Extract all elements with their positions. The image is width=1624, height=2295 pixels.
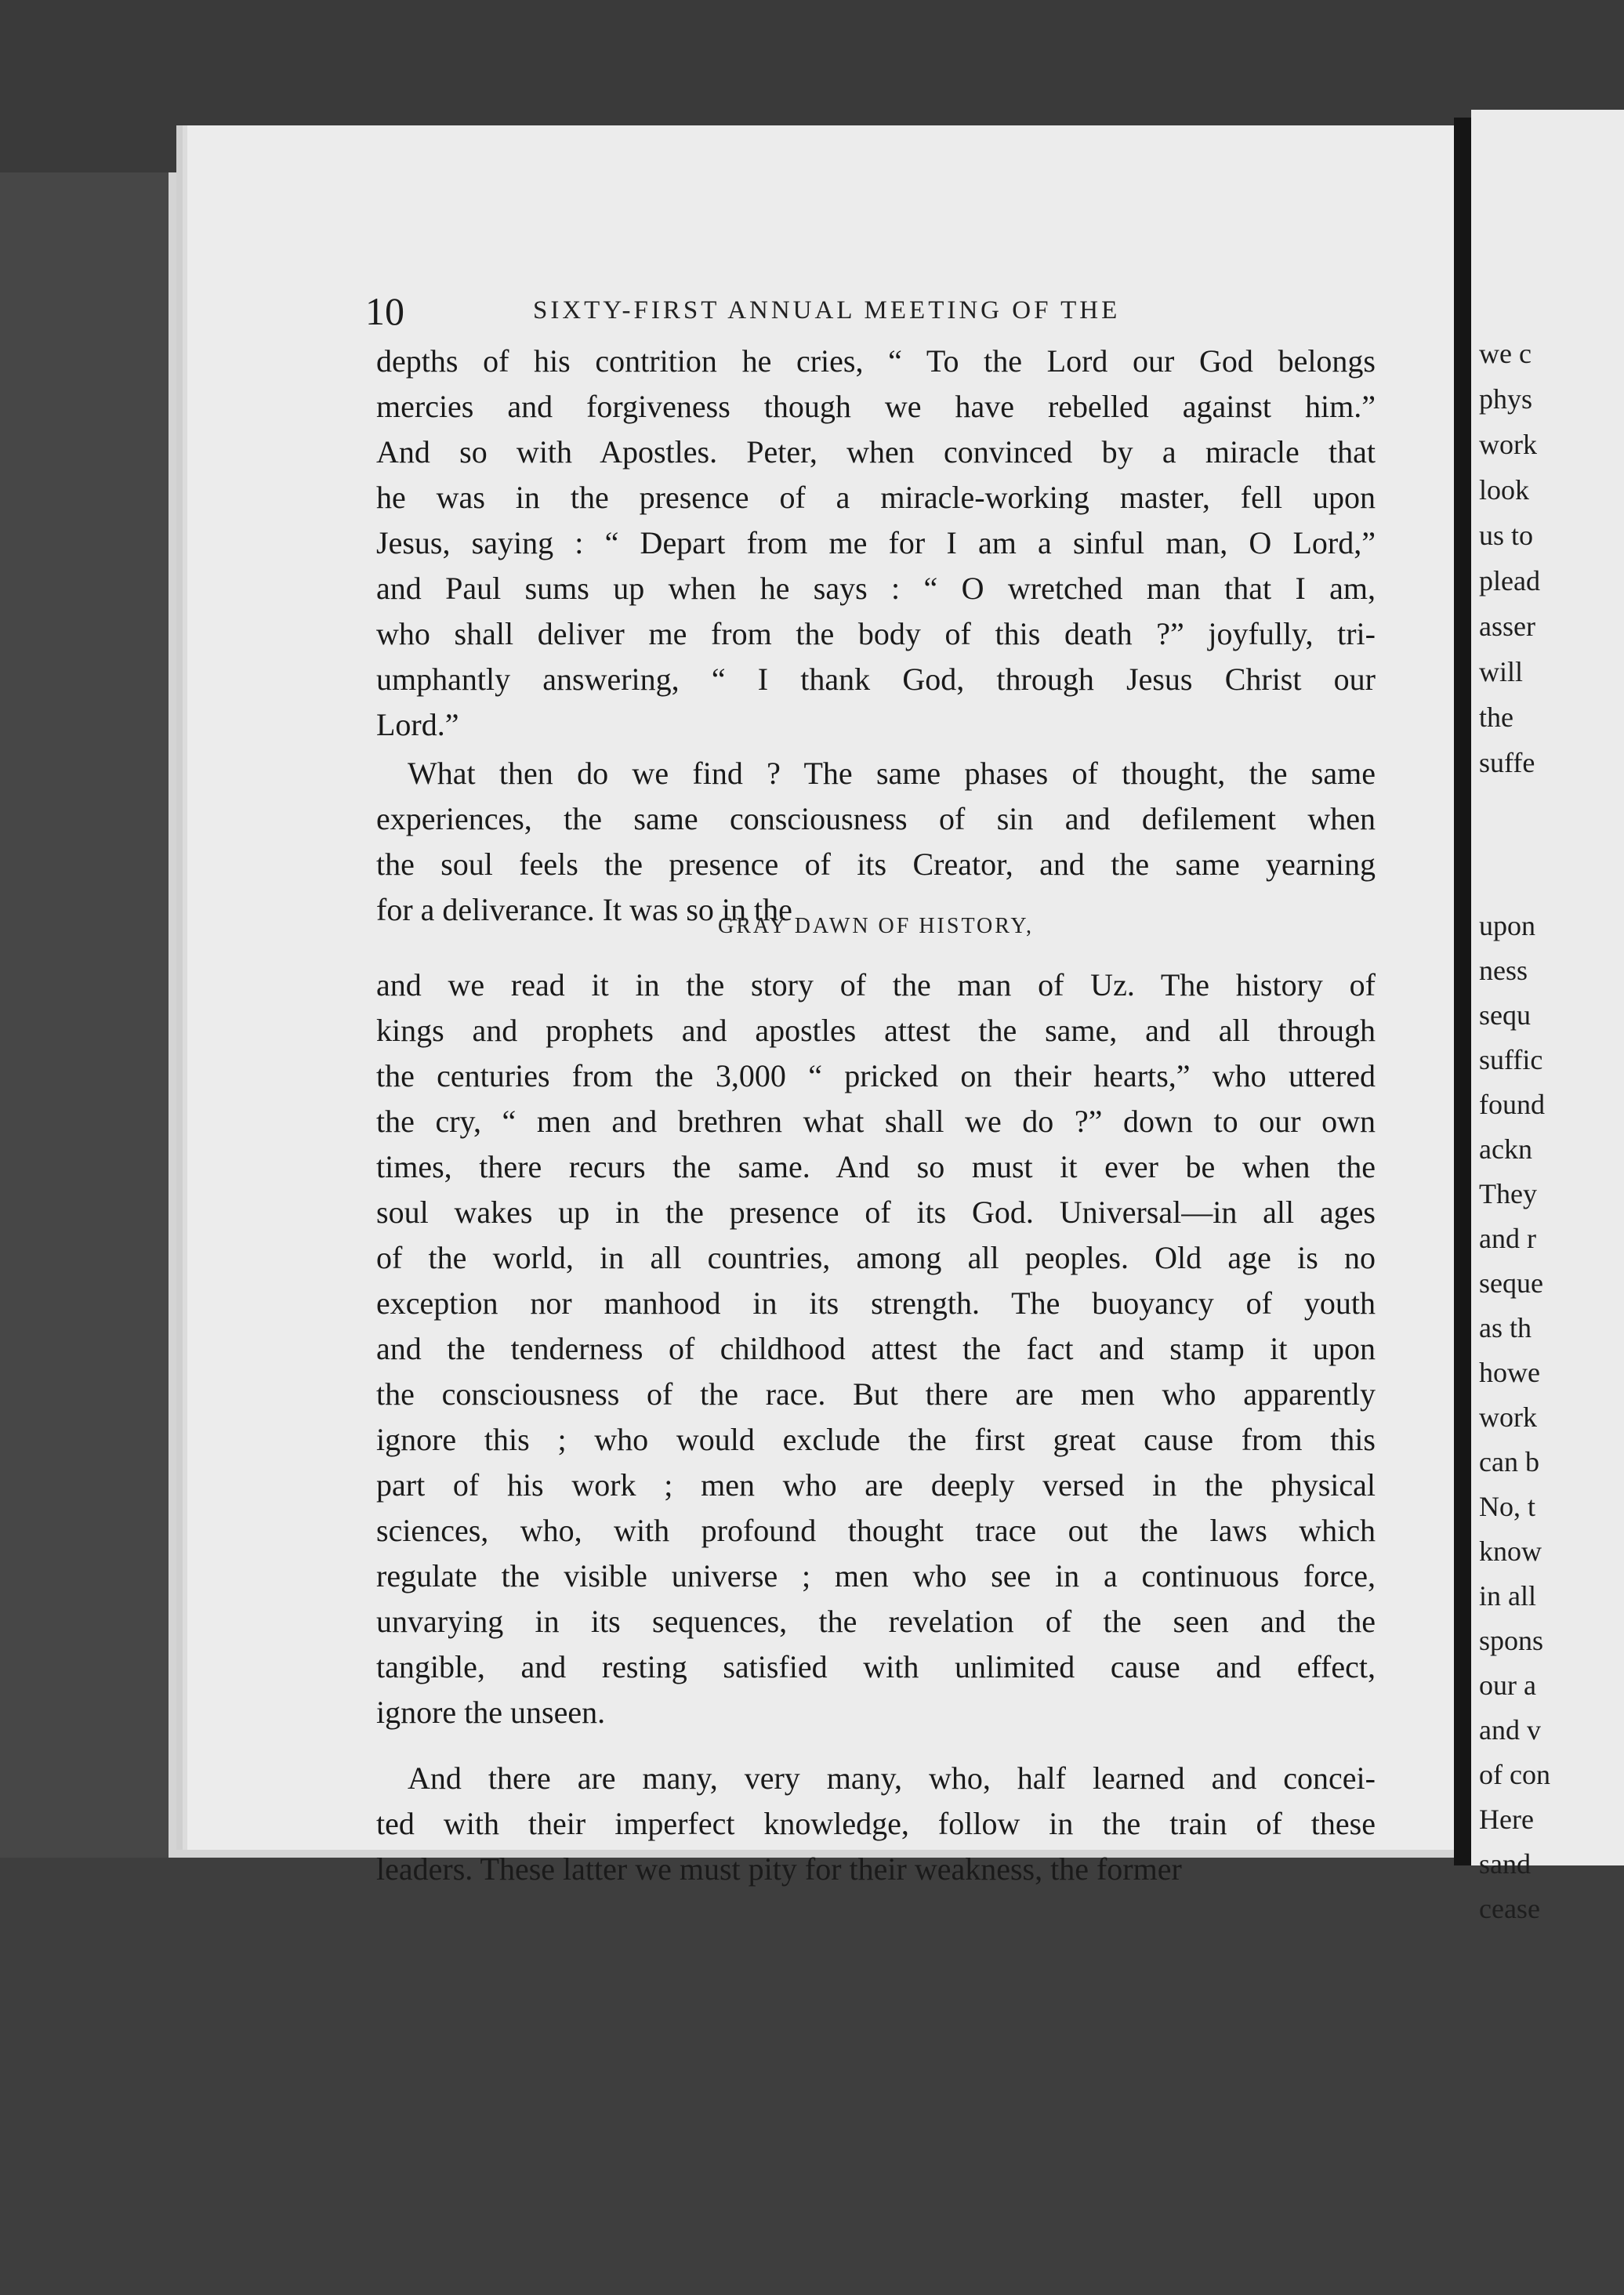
text-line: regulate the visible universe ; men who see in a continuous force, [376,1558,1376,1593]
right-page-fragment: and r [1479,1223,1536,1254]
text-line: and we read it in the story of the man of Uz. The history of [376,967,1376,1002]
right-page-fragment: know [1479,1535,1542,1567]
right-page-fragment: asser [1479,611,1535,642]
right-page-fragment: will [1479,656,1524,687]
right-page-fragment: look [1479,474,1530,506]
text-line: exception nor manhood in its strength. The buoyancy of youth [376,1285,1376,1321]
text-line: he was in the presence of a miracle-working master, fell upon [376,480,1376,515]
text-line: kings and prophets and apostles attest the same, and all through [376,1013,1376,1048]
text-line: part of his work ; men who are deeply versed in the physical [376,1467,1376,1503]
text-line: times, there recurs the same. And so must it ever be when the [376,1149,1376,1184]
right-page-fragment: our a [1479,1670,1536,1701]
right-page-fragment: upon [1479,910,1535,941]
text-line: the cry, “ men and brethren what shall we do ?” down to our own [376,1104,1376,1139]
right-page-fragment: of con [1479,1759,1550,1790]
text-line: soul wakes up in the presence of its God. Universal—in all ages [376,1195,1376,1230]
scan-background-left [0,172,169,2054]
text-line: And there are many, very many, who, half learned and concei- [408,1760,1376,1796]
right-page-fragment: the [1479,702,1513,733]
right-page-fragment: as th [1479,1312,1532,1343]
text-line: experiences, the same consciousness of sin and defilement when [376,801,1376,836]
right-page-fragment: sequ [1479,999,1531,1031]
right-page-fragment: suffe [1479,747,1535,778]
right-page-fragment: howe [1479,1357,1540,1388]
text-line: ted with their imperfect knowledge, follow in the train of these [376,1806,1376,1841]
paragraph-2 [376,751,1376,933]
right-book-page [1471,110,1624,1924]
text-line: ignore this ; who would exclude the first great cause from this [376,1422,1376,1457]
paragraph-3 [376,963,1376,1735]
text-line: Jesus, saying : “ Depart from me for I am a sinful man, O Lord,” [376,525,1376,560]
book-spine [1454,118,1471,1865]
text-line: sciences, who, with profound thought trace out the laws which [376,1513,1376,1548]
right-page-fragment: and v [1479,1714,1541,1746]
right-page-fragment: No, t [1479,1491,1535,1522]
right-page-fragment: ackn [1479,1133,1532,1165]
text-line: Lord.” [376,707,459,742]
right-page-fragment: phys [1479,383,1533,415]
right-page-fragment: sand [1479,1848,1531,1880]
right-page-fragment: in all [1479,1580,1536,1612]
paragraph-4 [376,1756,1376,1892]
right-page-fragment: we c [1479,338,1532,369]
right-page-fragment: suffic [1479,1044,1543,1075]
text-line: And so with Apostles. Peter, when convinced by a miracle that [376,434,1376,470]
text-line: mercies and forgiveness though we have rebelled against him.” [376,389,1376,424]
text-line: of the world, in all countries, among all peoples. Old age is no [376,1240,1376,1275]
text-line: leaders. These latter we must pity for their weakness, the former [376,1851,1182,1887]
page-number: 10 [365,289,404,333]
right-page-fragment: us to [1479,520,1534,551]
text-line: What then do we find ? The same phases of thought, the same [408,756,1376,791]
right-page-fragment: spons [1479,1625,1544,1656]
right-page-fragment: They [1479,1178,1537,1209]
right-page-fragment: can b [1479,1446,1539,1477]
right-page-fragment: work [1479,1401,1537,1433]
section-subheading: GRAY DAWN OF HISTORY, [717,914,1035,938]
right-page-fragment: found [1479,1089,1545,1120]
right-page-fragment: Here [1479,1804,1534,1835]
right-page-fragment: plead [1479,565,1540,596]
text-line: for a deliverance. It was so in the [376,892,792,927]
text-line: tangible, and resting satisfied with unlimited cause and effect, [376,1649,1376,1684]
paragraph-1 [376,339,1376,748]
scan-background-bottom [0,1858,1624,2295]
text-line: who shall deliver me from the body of this death ?” joyfully, tri- [376,616,1376,651]
text-line: and the tenderness of childhood attest the fact and stamp it upon [376,1331,1376,1366]
right-page-fragment: ness [1479,955,1528,986]
text-line: the centuries from the 3,000 “ pricked on their hearts,” who uttered [376,1058,1376,1093]
text-line: and Paul sums up when he says : “ O wretched man that I am, [376,571,1376,606]
text-line: unvarying in its sequences, the revelation of the seen and the [376,1604,1376,1639]
running-title: SIXTY-FIRST ANNUAL MEETING OF THE [533,296,1121,324]
right-page-fragment: seque [1479,1267,1543,1299]
text-line: umphantly answering, “ I thank God, through Jesus Christ our [376,662,1376,697]
text-line: the soul feels the presence of its Creator, and the same yearning [376,847,1376,882]
text-line: depths of his contrition he cries, “ To the Lord our God belongs [376,343,1376,379]
text-line: the consciousness of the race. But there are men who apparently [376,1376,1376,1412]
right-page-fragment: work [1479,429,1537,460]
text-line: ignore the unseen. [376,1695,606,1730]
right-page-fragment: cease [1479,1893,1540,1924]
